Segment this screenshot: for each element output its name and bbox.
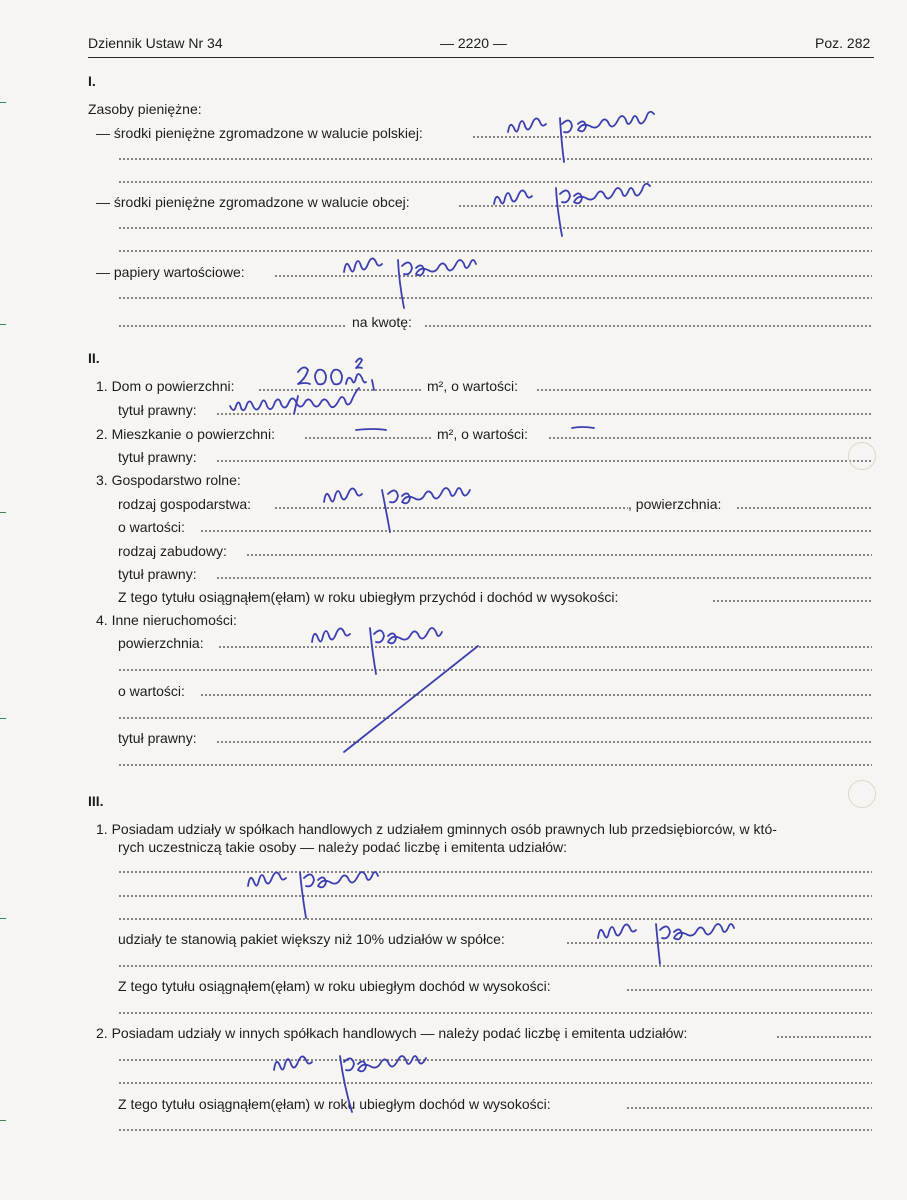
house-value-label: m², o wartości: [427,378,519,394]
handwritten-house-title [230,388,359,414]
shares-municipal-label: 1. Posiadam udziały w spółkach handlowych z udziałem gminnych osób prawnych lub przedsiębiorców, w któ- [96,821,777,837]
farm-title-field[interactable] [216,577,872,579]
margin-mark [0,918,6,919]
shares-income-field-line2[interactable] [118,1012,872,1014]
house-title-label: tytuł prawny: [118,402,197,418]
securities-field[interactable] [274,275,872,277]
paper-blemish [848,442,876,470]
handwritten-strike-line [344,646,478,752]
margin-mark [0,324,6,325]
other-value-field-line2[interactable] [118,717,872,719]
shares-other-income-field-line2[interactable] [118,1129,872,1131]
page-number: — 2220 — [440,35,507,51]
other-property-label: 4. Inne nieruchomości: [96,612,237,628]
farm-value-field[interactable] [200,530,872,532]
house-area-field[interactable] [258,389,422,391]
margin-mark [0,102,6,103]
handwritten-nie-posiadam-other [312,628,442,674]
shares-other-field-line3[interactable] [118,1082,872,1084]
other-area-label: powierzchnia: [118,635,204,651]
section-3-heading: III. [88,793,104,809]
section-2-heading: II. [88,350,100,366]
farm-type-field[interactable] [274,507,628,509]
securities-field-line2[interactable] [118,297,872,299]
flat-value-field[interactable] [548,437,872,439]
cash-resources-label: Zasoby pieniężne: [88,101,202,117]
other-title-field-line2[interactable] [118,764,872,766]
other-area-field-line2[interactable] [118,669,872,671]
other-title-field[interactable] [216,741,872,743]
flat-title-label: tytuł prawny: [118,449,197,465]
pln-funds-label: — środki pieniężne zgromadzone w walucie polskiej: [96,125,423,141]
margin-mark [0,512,6,513]
foreign-funds-field[interactable] [458,205,872,207]
amount-label: na kwotę: [352,314,412,330]
farm-title-label: tytuł prawny: [118,566,197,582]
farm-value-label: o wartości: [118,519,185,535]
pln-funds-field-line2[interactable] [118,158,872,160]
other-area-field[interactable] [218,646,872,648]
shares-municipal-label-cont: rych uczestniczą takie osoby — należy podać liczbę i emitenta udziałów: [118,839,567,855]
other-title-label: tytuł prawny: [118,730,197,746]
flat-area-label: 2. Mieszkanie o powierzchni: [96,426,275,442]
handwritten-nie-posiadam-securities [344,258,476,308]
handwritten-dash [572,427,594,428]
farm-income-field[interactable] [712,600,872,602]
shares-other-field[interactable] [776,1036,872,1038]
house-area-label: 1. Dom o powierzchni: [96,378,235,394]
farm-buildings-label: rodzaj zabudowy: [118,543,227,559]
farm-label: 3. Gospodarstwo rolne: [96,472,241,488]
flat-area-field[interactable] [304,437,432,439]
package-field-line2[interactable] [118,965,872,967]
house-title-field[interactable] [216,413,872,415]
securities-field-line3[interactable] [118,325,346,327]
securities-label: — papiery wartościowe: [96,264,245,280]
handwritten-nie-posiadam-farm [324,488,470,532]
shares-other-label: 2. Posiadam udziały w innych spółkach handlowych — należy podać liczbę i emitenta udziałów: [96,1025,688,1041]
shares-municipal-field[interactable] [118,871,872,873]
handwritten-house-area [298,358,374,390]
section-1-heading: I. [88,73,96,89]
shares-other-field-line2[interactable] [118,1059,872,1061]
journal-title: Dziennik Ustaw Nr 34 [88,35,223,51]
foreign-funds-field-line2[interactable] [118,227,872,229]
other-value-field[interactable] [200,694,872,696]
farm-buildings-field[interactable] [246,554,872,556]
paper-blemish [848,780,876,808]
shares-other-income-label: Z tego tytułu osiągnąłem(ęłam) w roku ubiegłym dochód w wysokości: [118,1096,551,1112]
pln-funds-field-line3[interactable] [118,181,872,183]
shares-income-label: Z tego tytułu osiągnąłem(ęłam) w roku ubiegłym dochód w wysokości: [118,978,551,994]
position-number: Poz. 282 [815,35,871,51]
shares-other-income-field[interactable] [626,1107,872,1109]
margin-mark [0,1120,6,1121]
shares-municipal-field-line3[interactable] [118,918,872,920]
header-rule [88,57,874,58]
shares-income-field[interactable] [626,989,872,991]
farm-type-label: rodzaj gospodarstwa: [118,496,252,512]
foreign-funds-field-line3[interactable] [118,250,872,252]
handwritten-nie-posiadam-package [598,924,734,964]
margin-mark [0,718,6,719]
house-value-field[interactable] [536,389,872,391]
foreign-funds-label: — środki pieniężne zgromadzone w walucie obcej: [96,194,410,210]
package-label: udziały te stanowią pakiet większy niż 10% udziałów w spółce: [118,931,505,947]
shares-municipal-field-line2[interactable] [118,895,872,897]
package-field[interactable] [566,942,872,944]
handwritten-dash [356,429,386,430]
amount-field[interactable] [424,325,872,327]
farm-area-field[interactable] [736,507,872,509]
other-value-label: o wartości: [118,683,185,699]
farm-income-label: Z tego tytułu osiągnąłem(ęłam) w roku ubiegłym przychód i dochód w wysokości: [118,589,619,605]
flat-title-field[interactable] [216,460,872,462]
pln-funds-field[interactable] [472,136,872,138]
farm-area-label: , powierzchnia: [628,496,722,512]
flat-value-label: m², o wartości: [437,426,529,442]
